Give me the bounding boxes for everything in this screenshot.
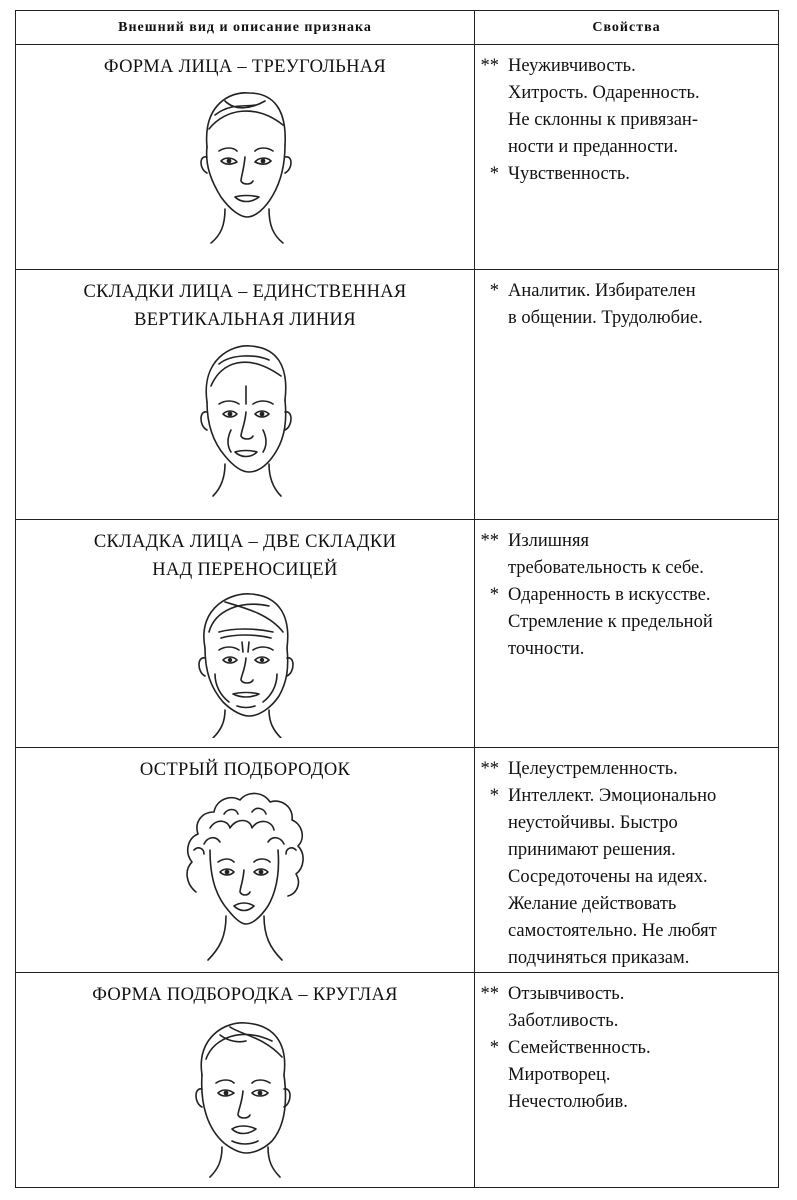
property-text: Чувственность. [508, 164, 630, 184]
appearance-cell [16, 270, 475, 520]
property-text: Отзывчивость. Заботливость. [508, 984, 625, 1031]
properties-list [475, 278, 778, 332]
property-item [475, 1035, 778, 1116]
trait-caption: ФОРМА ПОДБОРОДКА – КРУГЛАЯ [92, 985, 398, 1005]
property-item [475, 53, 778, 161]
appearance-cell [16, 973, 475, 1188]
property-item [475, 278, 778, 332]
triangular-face-illustration [185, 85, 305, 245]
importance-marker: ** [480, 531, 499, 551]
traits-table [15, 10, 779, 1188]
column-header-properties: Свойства [475, 11, 779, 45]
importance-marker: * [489, 1038, 499, 1058]
properties-cell [475, 270, 779, 520]
round-chin-face-illustration [180, 1013, 310, 1178]
appearance-cell [16, 748, 475, 973]
properties-list [475, 53, 778, 188]
table-row [16, 270, 779, 520]
table-row [16, 45, 779, 270]
property-item [475, 161, 778, 188]
table-header-row [16, 11, 779, 45]
properties-cell [475, 520, 779, 748]
importance-marker: * [489, 164, 499, 184]
property-text: Семейственность. Миротворец. Нечестолюбив. [508, 1038, 651, 1112]
properties-cell [475, 45, 779, 270]
pointed-chin-face-illustration [180, 788, 310, 963]
property-text: Аналитик. Избирателен в общении. Трудолюбие. [508, 281, 703, 328]
column-header-appearance: Внешний вид и описание признака [16, 11, 475, 45]
property-item [475, 756, 778, 783]
importance-marker: * [489, 786, 499, 806]
properties-list [475, 756, 778, 972]
property-text: Излишняя требовательность к себе. [508, 531, 704, 578]
property-item [475, 981, 778, 1035]
table-row [16, 973, 779, 1188]
trait-caption: ОСТРЫЙ ПОДБОРОДОК [139, 760, 351, 780]
trait-caption: ФОРМА ЛИЦА – ТРЕУГОЛЬНАЯ [103, 57, 387, 77]
property-text: Целеустремленность. [508, 759, 678, 779]
properties-cell [475, 748, 779, 973]
table-row [16, 520, 779, 748]
trait-caption: СКЛАДКА ЛИЦА – ДВЕ СКЛАДКИ НАД ПЕРЕНОСИЦЕЙ [93, 532, 397, 580]
property-text: Интеллект. Эмоционально неустойчивы. Быстро принимают решения. Сосредоточены на идеях. Желание действовать самостоятельно. Не любят подчиняться приказам. [508, 786, 717, 968]
two-folds-face-illustration [185, 588, 305, 738]
importance-marker: ** [480, 984, 499, 1004]
trait-caption: СКЛАДКИ ЛИЦА – ЕДИНСТВЕННАЯ ВЕРТИКАЛЬНАЯ ЛИНИЯ [83, 282, 407, 330]
property-item [475, 582, 778, 663]
vertical-line-face-illustration [185, 338, 305, 498]
properties-list [475, 981, 778, 1116]
importance-marker: * [489, 585, 499, 605]
importance-marker: ** [480, 759, 499, 779]
property-item [475, 783, 778, 972]
property-item [475, 528, 778, 582]
table-row [16, 748, 779, 973]
appearance-cell [16, 45, 475, 270]
property-text: Одаренность в искусстве. Стремление к предельной точности. [508, 585, 713, 659]
properties-cell [475, 973, 779, 1188]
properties-list [475, 528, 778, 663]
appearance-cell [16, 520, 475, 748]
property-text: Неуживчивость. Хитрость. Одаренность. Не склонны к привязан- ности и преданности. [508, 56, 700, 157]
importance-marker: ** [480, 56, 499, 76]
importance-marker: * [489, 281, 499, 301]
